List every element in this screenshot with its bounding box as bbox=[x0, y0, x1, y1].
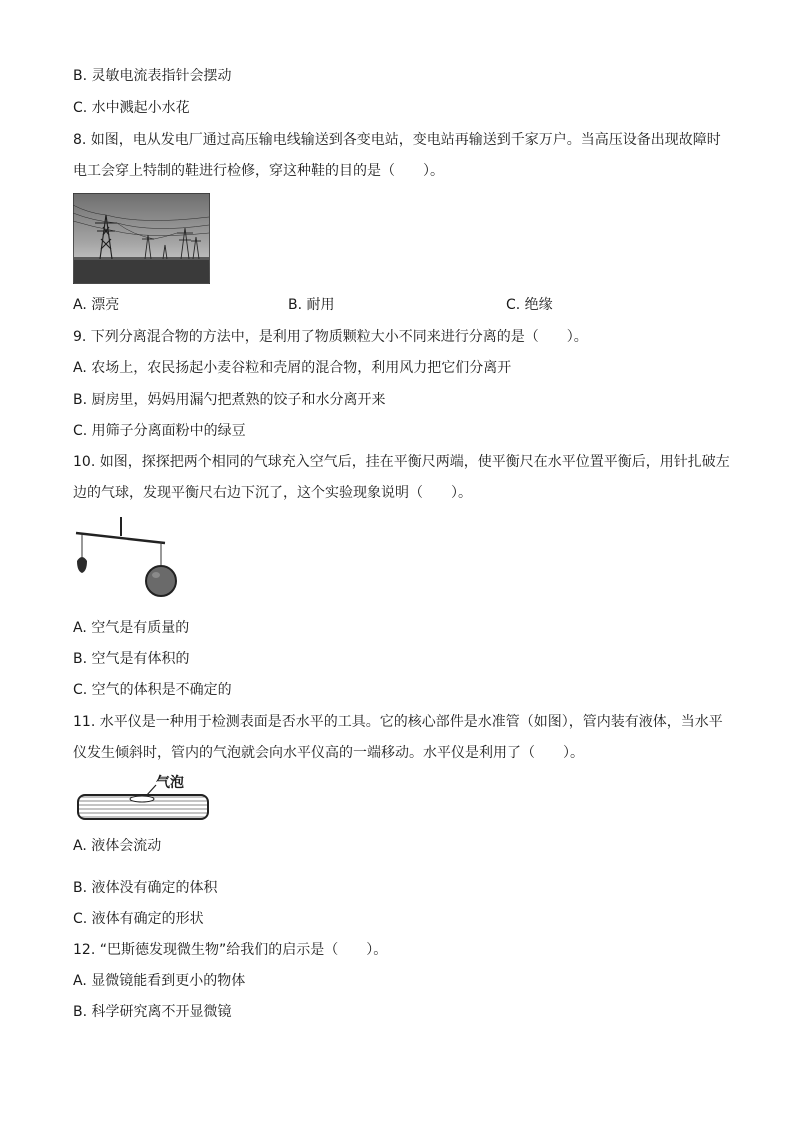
q9-option-c: C. 用筛子分离面粉中的绿豆 bbox=[73, 423, 246, 439]
q11-option-a: A. 液体会流动 bbox=[73, 838, 162, 854]
q10-option-c: C. 空气的体积是不确定的 bbox=[73, 682, 232, 698]
bubble-label: 气泡 bbox=[156, 775, 184, 791]
q11-option-c: C. 液体有确定的形状 bbox=[73, 911, 204, 927]
q11-stem-line2: 仪发生倾斜时，管内的气泡就会向水平仪高的一端移动。水平仪是利用了（ ）。 bbox=[73, 745, 584, 761]
q8-stem-line2: 电工会穿上特制的鞋进行检修，穿这种鞋的目的是（ ）。 bbox=[73, 163, 444, 179]
q10-stem-line2: 边的气球，发现平衡尺右边下沉了，这个实验现象说明（ ）。 bbox=[73, 485, 472, 501]
q12-option-b: B. 科学研究离不开显微镜 bbox=[73, 1004, 232, 1020]
q11-stem-line1: 11. 水平仪是一种用于检测表面是否水平的工具。它的核心部件是水准管（如图），管内装有液体，当水平 bbox=[73, 714, 723, 730]
power-lines-photo bbox=[73, 193, 210, 284]
q8-stem-line1: 8. 如图，电从发电厂通过高压输电线输送到各变电站，变电站再输送到千家万户。当高压设备出现故障时 bbox=[73, 132, 721, 148]
q10-stem-line1: 10. 如图，探探把两个相同的气球充入空气后，挂在平衡尺两端，使平衡尺在水平位置平衡后，用针扎破左 bbox=[73, 454, 730, 470]
q8-option-a: A. 漂亮 bbox=[73, 297, 120, 313]
level-tube-figure bbox=[76, 775, 211, 823]
q7-option-b: B. 灵敏电流表指针会摆动 bbox=[73, 68, 232, 84]
q9-option-b: B. 厨房里，妈妈用漏勺把煮熟的饺子和水分离开来 bbox=[73, 392, 386, 408]
q10-option-a: A. 空气是有质量的 bbox=[73, 620, 190, 636]
q7-option-c: C. 水中溅起小水花 bbox=[73, 100, 190, 116]
q12-stem: 12. “巴斯德发现微生物”给我们的启示是（ ）。 bbox=[73, 942, 388, 958]
q8-options bbox=[73, 295, 753, 315]
q9-option-a: A. 农场上，农民扬起小麦谷粒和壳屑的混合物，利用风力把它们分离开 bbox=[73, 360, 512, 376]
q10-option-b: B. 空气是有体积的 bbox=[73, 651, 190, 667]
q8-option-c: C. 绝缘 bbox=[506, 297, 553, 313]
q11-option-b: B. 液体没有确定的体积 bbox=[73, 880, 218, 896]
q9-stem: 9. 下列分离混合物的方法中，是利用了物质颗粒大小不同来进行分离的是（ ）。 bbox=[73, 329, 588, 345]
q12-option-a: A. 显微镜能看到更小的物体 bbox=[73, 973, 246, 989]
balance-balloons-figure bbox=[72, 515, 182, 605]
q8-option-b: B. 耐用 bbox=[288, 297, 335, 313]
